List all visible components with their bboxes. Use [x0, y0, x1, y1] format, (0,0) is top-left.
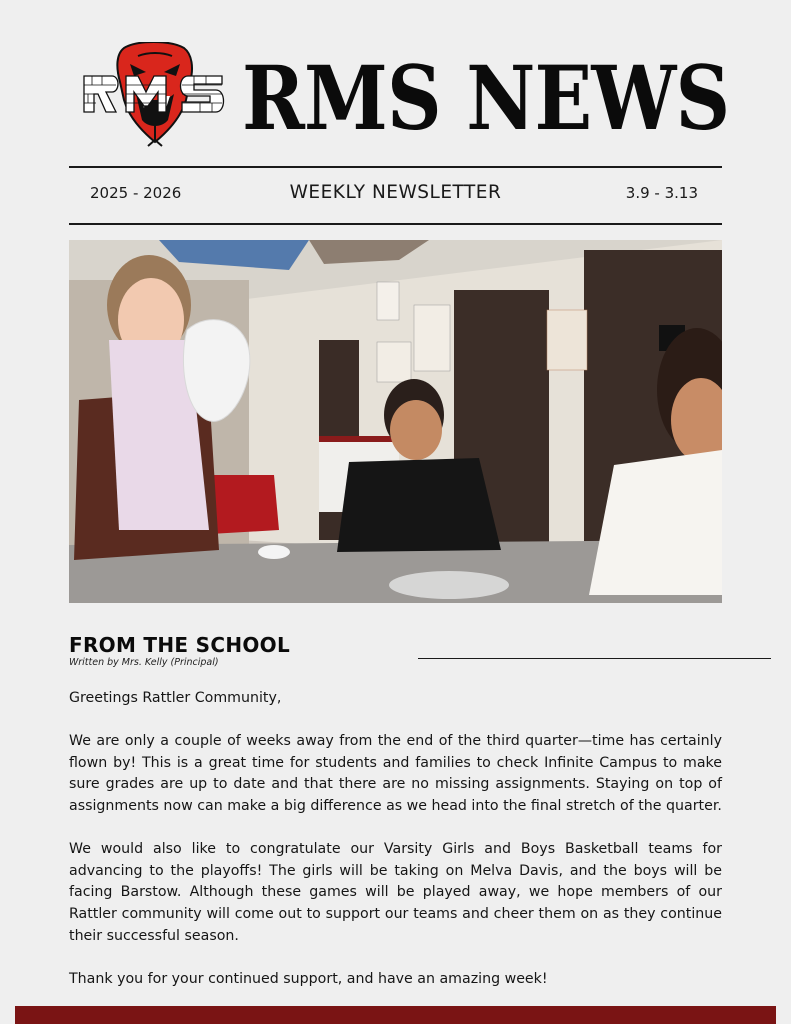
section-title: FROM THE SCHOOL [69, 633, 291, 657]
newsletter-label: WEEKLY NEWSLETTER [289, 182, 502, 203]
closing-line: Thank you for your continued support, and have an amazing week! [69, 970, 548, 987]
paragraph: We would also like to congratulate our Varsity Girls and Boys Basketball teams for advancing to the playoffs! The girls will be taking on Melva Davis, and the boys will be facing Barstow. Although these games will be played away, we hope members of our Rattler community will come out to support our teams and cheer them on as they continue their successful season. [69, 841, 722, 944]
rattlesnake-logo-icon [82, 42, 228, 148]
greeting: Greetings Rattler Community, [69, 690, 282, 706]
header-divider-bottom [69, 223, 722, 225]
rattler-logo [82, 42, 228, 148]
section-divider [418, 658, 771, 659]
info-bar [69, 167, 722, 223]
section-byline: Written by Mrs. Kelly (Principal) [69, 657, 219, 668]
school-year: 2025 - 2026 [90, 184, 182, 202]
masthead-title: RMS NEWS [242, 46, 730, 150]
footer-bar [15, 1006, 776, 1024]
classroom-photo [69, 240, 722, 603]
date-range: 3.9 - 3.13 [625, 184, 698, 202]
paragraph: We are only a couple of weeks away from the end of the third quarter—time has certainly flown by! This is a great time for students and families to check Infinite Campus to make sure grades are up to date and that there are no missing assignments. Staying on top of assignments now can make a big difference as we head into the final stretch of the quarter. [69, 733, 722, 814]
article-body [69, 688, 722, 1012]
